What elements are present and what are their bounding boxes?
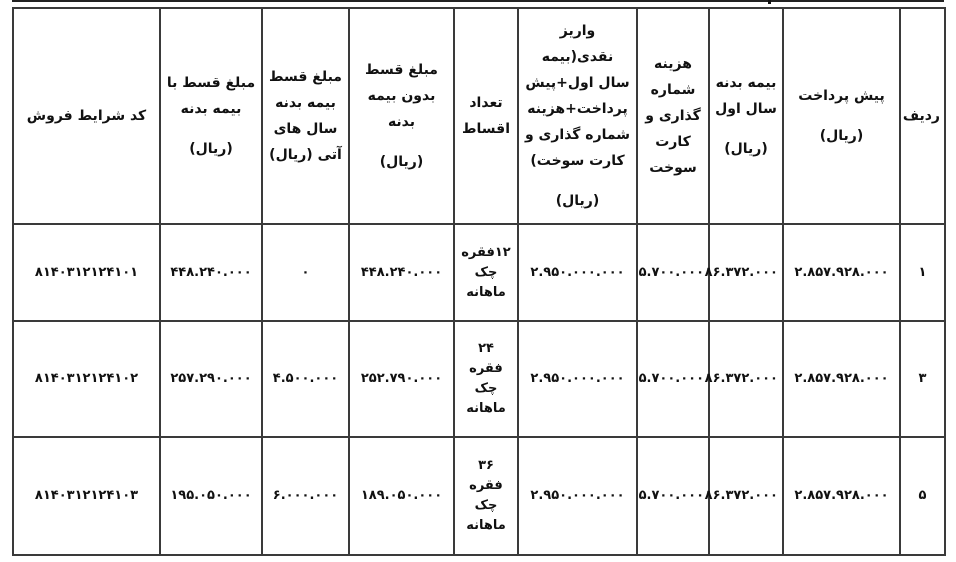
header-row-number: ردیف (900, 8, 945, 224)
cell-installment-with-insurance: ۲۵۷.۲۹۰.۰۰۰ (160, 321, 262, 437)
header-installment-no-insurance: مبلغ قسط بدون بیمه بدنه (ریال) (349, 8, 454, 224)
cell-plate-fuelcard-cost: ۵.۷۰۰.۰۰۰ (637, 224, 709, 321)
cell-first-year-insurance: ۸۶.۳۷۲.۰۰۰ (709, 224, 783, 321)
header-cash-deposit: واریز نقدی(بیمه سال اول+پیش پرداخت+هزینه شماره گذاری و کارت سوخت) (ریال) (518, 8, 637, 224)
cell-sale-condition-code: ۸۱۴۰۳۱۲۱۲۴۱۰۳ (13, 437, 160, 555)
header-installment-count: تعداد اقساط (454, 8, 518, 224)
cell-row-number: ۵ (900, 437, 945, 555)
cell-cash-deposit: ۲.۹۵۰.۰۰۰.۰۰۰ (518, 321, 637, 437)
header-installment-with-insurance: مبلغ قسط با بیمه بدنه (ریال) (160, 8, 262, 224)
top-border-tick (768, 0, 771, 4)
cell-first-year-insurance: ۸۶.۳۷۲.۰۰۰ (709, 437, 783, 555)
cell-row-number: ۳ (900, 321, 945, 437)
cell-sale-condition-code: ۸۱۴۰۳۱۲۱۲۴۱۰۱ (13, 224, 160, 321)
cell-row-number: ۱ (900, 224, 945, 321)
cell-future-insurance-installment: ۰ (262, 224, 349, 321)
cell-future-insurance-installment: ۶.۰۰۰.۰۰۰ (262, 437, 349, 555)
cell-installment-no-insurance: ۴۴۸.۲۴۰.۰۰۰ (349, 224, 454, 321)
table-row (13, 437, 945, 555)
cell-plate-fuelcard-cost: ۵.۷۰۰.۰۰۰ (637, 321, 709, 437)
cell-installment-with-insurance: ۴۴۸.۲۴۰.۰۰۰ (160, 224, 262, 321)
cell-installment-count: ۱۲فقره چک ماهانه (454, 224, 518, 321)
header-down-payment: پیش پرداخت (ریال) (783, 8, 900, 224)
sales-conditions-table (12, 7, 946, 556)
cell-cash-deposit: ۲.۹۵۰.۰۰۰.۰۰۰ (518, 224, 637, 321)
header-sale-condition-code: کد شرایط فروش (13, 8, 160, 224)
cell-installment-no-insurance: ۱۸۹.۰۵۰.۰۰۰ (349, 437, 454, 555)
cell-down-payment: ۲.۸۵۷.۹۲۸.۰۰۰ (783, 437, 900, 555)
table-row (13, 224, 945, 321)
cell-future-insurance-installment: ۴.۵۰۰.۰۰۰ (262, 321, 349, 437)
header-row (13, 8, 945, 224)
cell-down-payment: ۲.۸۵۷.۹۲۸.۰۰۰ (783, 321, 900, 437)
header-first-year-insurance: بیمه بدنه سال اول (ریال) (709, 8, 783, 224)
table-row (13, 321, 945, 437)
cell-installment-no-insurance: ۲۵۲.۷۹۰.۰۰۰ (349, 321, 454, 437)
cell-cash-deposit: ۲.۹۵۰.۰۰۰.۰۰۰ (518, 437, 637, 555)
header-future-insurance-installment: مبلغ قسط بیمه بدنه سال های آتی (ریال) (262, 8, 349, 224)
header-plate-fuelcard-cost: هزینه شماره گذاری و کارت سوخت (637, 8, 709, 224)
top-border-line (12, 0, 944, 2)
cell-down-payment: ۲.۸۵۷.۹۲۸.۰۰۰ (783, 224, 900, 321)
cell-plate-fuelcard-cost: ۵.۷۰۰.۰۰۰ (637, 437, 709, 555)
cell-installment-with-insurance: ۱۹۵.۰۵۰.۰۰۰ (160, 437, 262, 555)
cell-first-year-insurance: ۸۶.۳۷۲.۰۰۰ (709, 321, 783, 437)
cell-installment-count: ۲۴ فقره چک ماهانه (454, 321, 518, 437)
cell-installment-count: ۳۶ فقره چک ماهانه (454, 437, 518, 555)
cell-sale-condition-code: ۸۱۴۰۳۱۲۱۲۴۱۰۲ (13, 321, 160, 437)
